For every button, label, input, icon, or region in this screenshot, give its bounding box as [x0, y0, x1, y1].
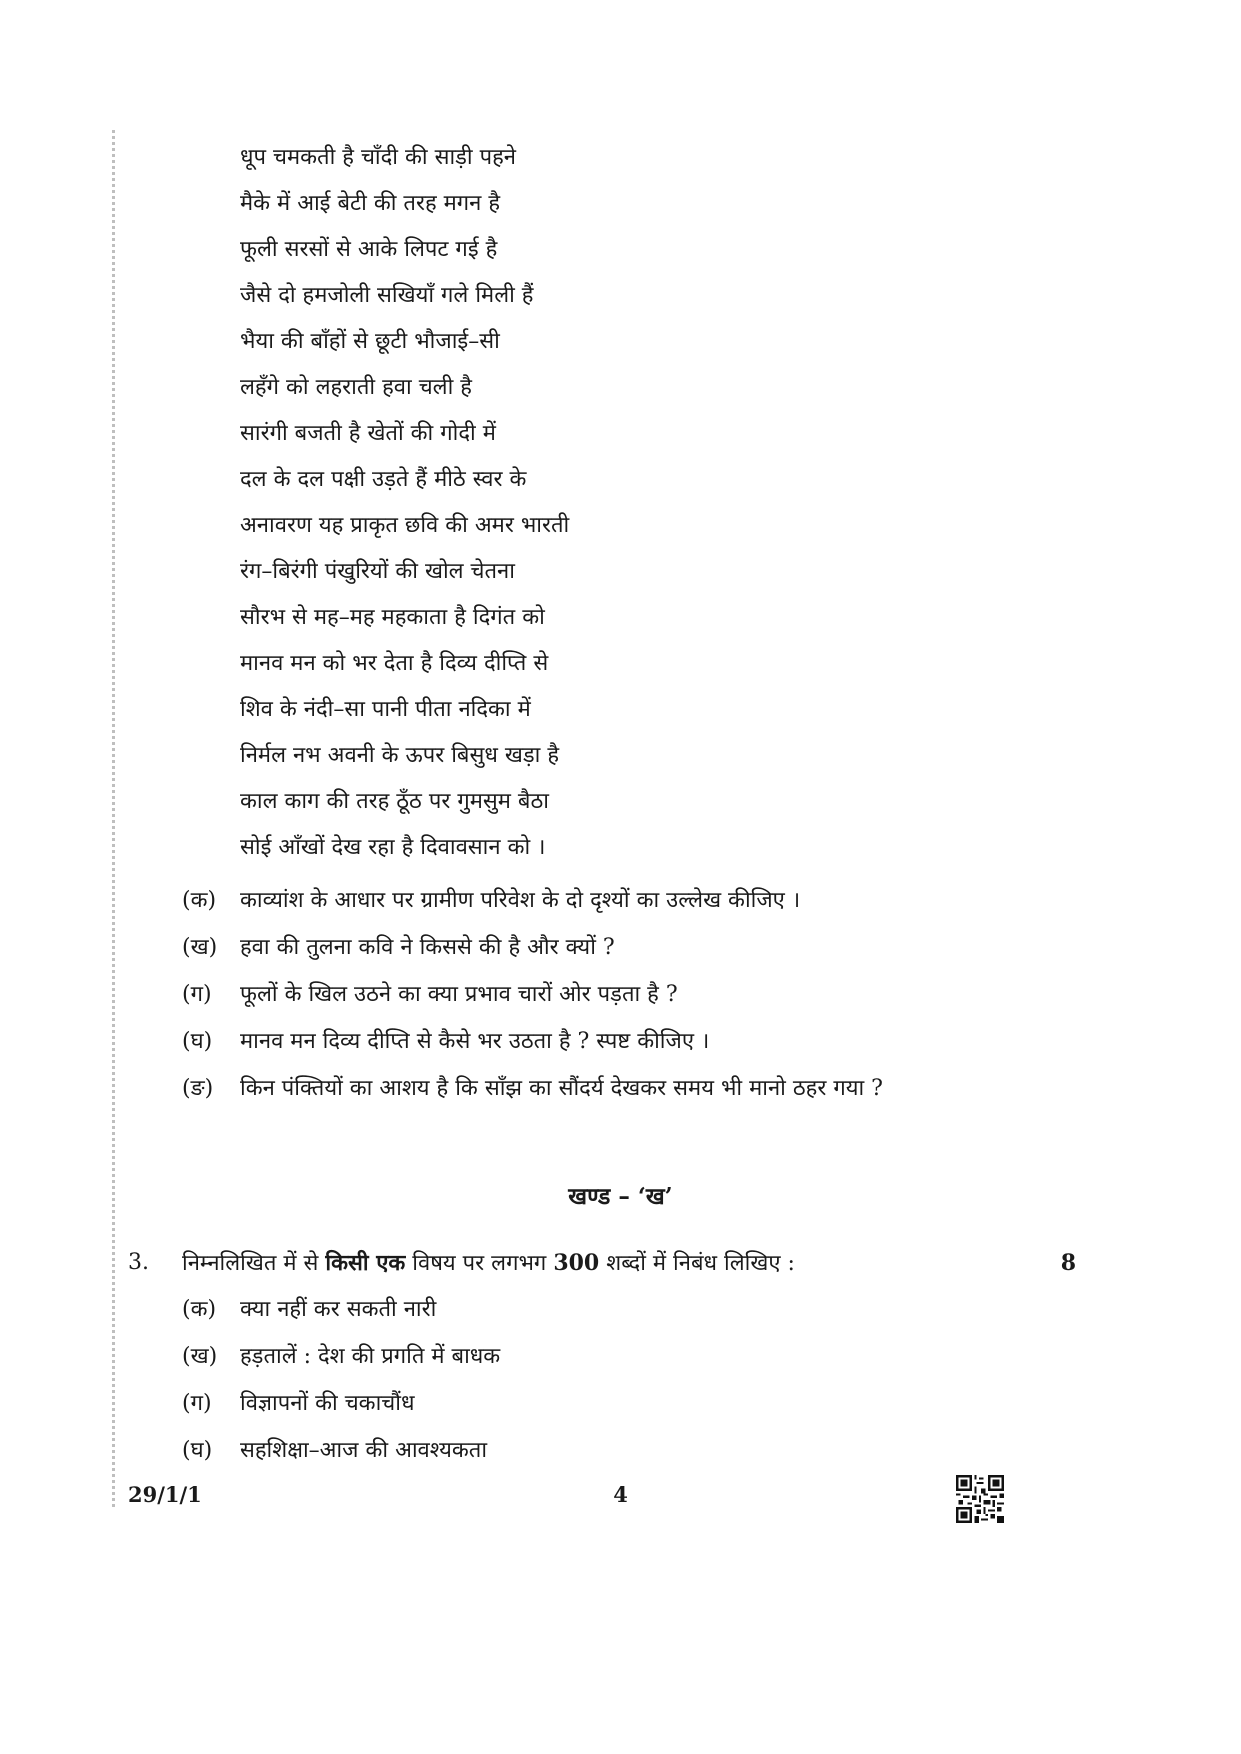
question-text — [182, 1250, 795, 1277]
subquestion-marker: (ख) — [182, 935, 218, 960]
subquestion-marker: (ग) — [182, 982, 212, 1007]
page-number: 4 — [613, 1482, 628, 1507]
q2-subquestion-ga — [182, 982, 678, 1008]
subquestion-text: फूलों के खिल उठने का क्या प्रभाव चारों ओर पड़ता है ? — [240, 982, 678, 1007]
option-marker: (क) — [182, 1297, 217, 1322]
poem-line: फूली सरसों से आके लिपट गई है — [240, 237, 498, 262]
subquestion-text: हवा की तुलना कवि ने किससे की है और क्यों ? — [240, 935, 615, 960]
q3-option-kha — [182, 1344, 500, 1370]
option-marker: (ख) — [182, 1344, 218, 1369]
qr-code-icon — [956, 1475, 1004, 1523]
poem-line: धूप चमकती है चाँदी की साड़ी पहने — [240, 145, 516, 170]
subquestion-marker: (ङ) — [182, 1076, 214, 1101]
q2-subquestion-gha — [182, 1029, 709, 1055]
subquestion-text: किन पंक्तियों का आशय है कि साँझ का सौंदर्य देखकर समय भी मानो ठहर गया ? — [240, 1076, 883, 1101]
poem-line: सौरभ से मह–मह महकाता है दिगंत को — [240, 605, 545, 630]
subquestion-marker: (घ) — [182, 1029, 213, 1054]
poem-line: काल काग की तरह ठूँठ पर गुमसुम बैठा — [240, 789, 549, 814]
question-text-part: विषय पर लगभग — [405, 1251, 554, 1276]
poem-line: दल के दल पक्षी उड़ते हैं मीठे स्वर के — [240, 467, 527, 492]
q2-subquestion-nga — [182, 1076, 883, 1102]
question-marks: 8 — [1060, 1250, 1076, 1276]
option-text: क्या नहीं कर सकती नारी — [240, 1297, 437, 1322]
section-heading: खण्ड – ‘ख’ — [568, 1183, 673, 1210]
question-text-bold: 300 — [553, 1250, 600, 1276]
question-number: 3. — [128, 1250, 149, 1275]
paper-code: 29/1/1 — [128, 1482, 202, 1507]
option-marker: (ग) — [182, 1391, 212, 1416]
q2-subquestion-ka — [182, 888, 800, 914]
q3-option-gha — [182, 1438, 487, 1464]
q3-option-ka — [182, 1297, 436, 1323]
question-text-part: शब्दों में निबंध लिखिए : — [599, 1251, 795, 1276]
question-text-part: निम्नलिखित में से — [182, 1251, 326, 1276]
poem-line: मैके में आई बेटी की तरह मगन है — [240, 191, 501, 216]
poem-line: भैया की बाँहों से छूटी भौजाई–सी — [240, 329, 500, 354]
poem-line: जैसे दो हमजोली सखियाँ गले मिली हैं — [240, 283, 534, 308]
subquestion-marker: (क) — [182, 888, 217, 913]
margin-barcode-strip — [112, 130, 115, 1510]
option-text: सहशिक्षा–आज की आवश्यकता — [240, 1438, 488, 1463]
option-marker: (घ) — [182, 1438, 213, 1463]
q3-option-ga — [182, 1391, 414, 1417]
poem-line: शिव के नंदी–सा पानी पीता नदिका में — [240, 697, 531, 722]
poem-line: लहँगे को लहराती हवा चली है — [240, 375, 472, 400]
subquestion-text: काव्यांश के आधार पर ग्रामीण परिवेश के दो दृश्यों का उल्लेख कीजिए । — [240, 888, 801, 913]
poem-line: निर्मल नभ अवनी के ऊपर बिसुध खड़ा है — [240, 743, 560, 768]
subquestion-text: मानव मन दिव्य दीप्ति से कैसे भर उठता है ? स्पष्ट कीजिए । — [240, 1029, 710, 1054]
poem-line: रंग–बिरंगी पंखुरियों की खोल चेतना — [240, 559, 515, 584]
poem-line: सोई आँखों देख रहा है दिवावसान को । — [240, 835, 546, 860]
poem-line: सारंगी बजती है खेतों की गोदी में — [240, 421, 496, 446]
option-text: विज्ञापनों की चकाचौंध — [240, 1391, 415, 1416]
poem-line: मानव मन को भर देता है दिव्य दीप्ति से — [240, 651, 549, 676]
question-text-bold: किसी एक — [325, 1250, 406, 1276]
q2-subquestion-kha — [182, 935, 615, 961]
poem-line: अनावरण यह प्राकृत छवि की अमर भारती — [240, 513, 570, 538]
option-text: हड़तालें : देश की प्रगति में बाधक — [240, 1344, 501, 1369]
